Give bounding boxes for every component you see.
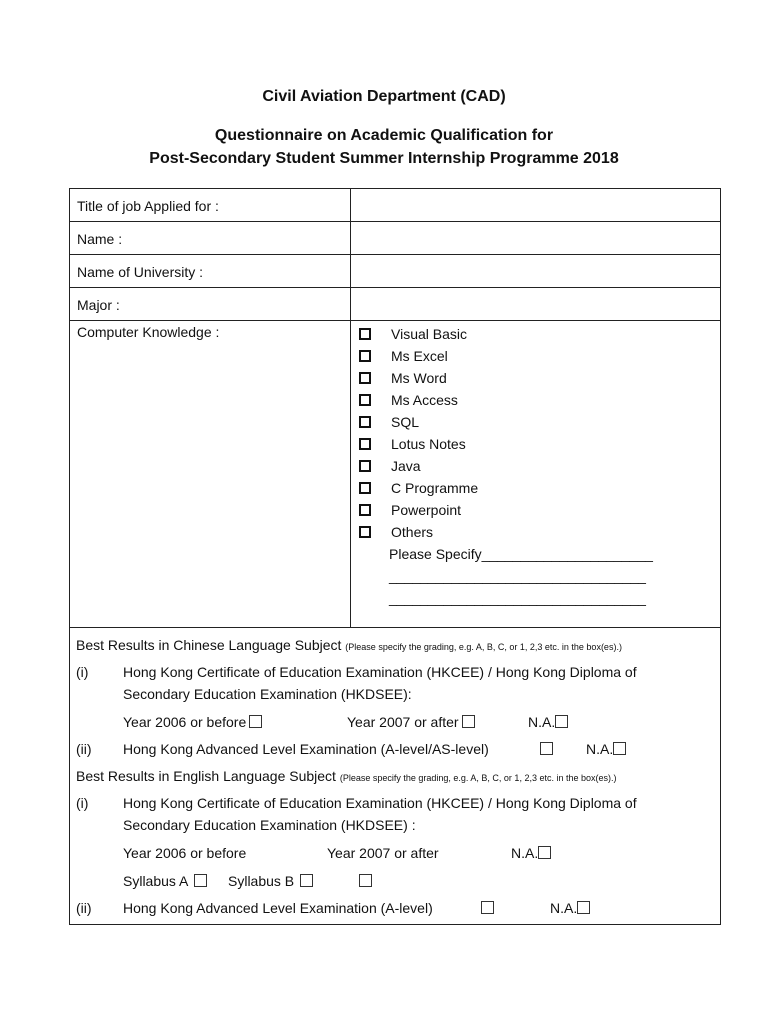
checkbox[interactable] <box>359 526 371 538</box>
please-specify-block[interactable] <box>351 543 720 609</box>
grade-box[interactable] <box>359 874 372 887</box>
grade-box[interactable] <box>540 742 553 755</box>
english-ii-box[interactable] <box>478 900 494 916</box>
chinese-na: N.A. <box>528 714 568 730</box>
chinese-year-after: Year 2007 or after <box>347 714 475 730</box>
job-title-field[interactable] <box>351 189 721 222</box>
computer-knowledge-label: Computer Knowledge : <box>77 324 220 340</box>
form-title-line2: Post-Secondary Student Summer Internship Programme 2018 <box>149 150 619 167</box>
please-specify-label: Please Specify______________________ <box>389 546 653 562</box>
english-heading-line <box>76 768 616 784</box>
grade-box[interactable] <box>194 874 207 887</box>
university-field[interactable] <box>351 255 721 288</box>
grade-box[interactable] <box>300 874 313 887</box>
option-lotus-notes[interactable]: Lotus Notes <box>359 433 720 455</box>
checkbox[interactable] <box>359 350 371 362</box>
checkbox[interactable] <box>359 504 371 516</box>
checkbox[interactable] <box>359 482 371 494</box>
chinese-year-before: Year 2006 or before <box>123 714 262 730</box>
grade-box[interactable] <box>249 715 262 728</box>
checkbox[interactable] <box>359 416 371 428</box>
grade-box[interactable] <box>577 901 590 914</box>
option-ms-access[interactable]: Ms Access <box>359 389 720 411</box>
job-title-label: Title of job Applied for : <box>77 198 219 214</box>
checkbox[interactable] <box>359 394 371 406</box>
english-year-after: Year 2007 or after <box>327 845 439 861</box>
university-label: Name of University : <box>77 264 204 280</box>
language-results-section: Best Results in Chinese Language Subject (Please specify the grading, e.g. A, B, C, or 1, 2,3 etc. in the box(es).) (i) Hong Kong Certificate of Education Examination (HKCEE) / Hong Kong Diploma of Secondary Education Examination (HKDSEE): Year 2006 or before Year 2007 or after N.A. (ii) Hong Kong Advanced Level Examination (A-level/AS-level) N.A. Best Results in English Language Subject (Please specify the grading, e.g. A, B, C, or 1, 2,3 etc. in the box(es).) (i) Hong Kong Certificate of Education Examination (HKCEE) / Hong Kong Diploma of Secondary Education Examination (HKDSEE) : Year 2006 or before Year 2007 or after N.A. Syllabus A Syllabus B (ii) Hong Kong Advanced Level Examination (A-level) N.A. <box>76 637 637 916</box>
english-heading: Best Results in English Language Subject <box>76 768 336 784</box>
option-ms-excel[interactable]: Ms Excel <box>359 345 720 367</box>
department-name: Civil Aviation Department (CAD) <box>262 88 506 105</box>
chinese-note: (Please specify the grading, e.g. A, B, C, or 1, 2,3 etc. in the box(es).) <box>345 642 622 652</box>
english-extra-box[interactable] <box>356 873 372 889</box>
english-note: (Please specify the grading, e.g. A, B, C, or 1, 2,3 etc. in the box(es).) <box>339 773 617 783</box>
chinese-ii-na: N.A. <box>586 741 626 757</box>
checkbox[interactable] <box>359 460 371 472</box>
job-title-row <box>70 189 721 222</box>
grade-box[interactable] <box>462 715 475 728</box>
name-row <box>70 222 721 255</box>
specify-line-2: _________________________________ <box>389 590 646 606</box>
form-title-line1: Questionnaire on Academic Qualification for <box>214 127 554 144</box>
option-c-programme[interactable]: C Programme <box>359 477 720 499</box>
checkbox[interactable] <box>359 372 371 384</box>
language-results-row <box>70 628 721 925</box>
option-java[interactable]: Java <box>359 455 720 477</box>
english-syllabus-a: Syllabus A <box>123 873 207 889</box>
major-label: Major : <box>77 297 120 313</box>
grade-box[interactable] <box>613 742 626 755</box>
option-visual-basic[interactable]: Visual Basic <box>359 323 720 345</box>
option-ms-word[interactable]: Ms Word <box>359 367 720 389</box>
english-na: N.A. <box>511 845 551 861</box>
computer-options-list <box>351 321 720 543</box>
grade-box[interactable] <box>555 715 568 728</box>
name-field[interactable] <box>351 222 721 255</box>
major-row <box>70 288 721 321</box>
major-field[interactable] <box>351 288 721 321</box>
questionnaire-table <box>69 188 721 925</box>
option-sql[interactable]: SQL <box>359 411 720 433</box>
checkbox[interactable] <box>359 328 371 340</box>
option-others[interactable]: Others <box>359 521 720 543</box>
checkbox[interactable] <box>359 438 371 450</box>
english-year-before: Year 2006 or before <box>123 845 247 861</box>
english-syllabus-b: Syllabus B <box>228 873 313 889</box>
chinese-heading-line <box>76 637 622 653</box>
name-label: Name : <box>77 231 123 247</box>
university-row <box>70 255 721 288</box>
chinese-heading: Best Results in Chinese Language Subject <box>76 637 342 653</box>
english-ii-na: N.A. <box>550 900 590 916</box>
computer-knowledge-row <box>70 321 721 628</box>
grade-box[interactable] <box>538 846 551 859</box>
option-powerpoint[interactable]: Powerpoint <box>359 499 720 521</box>
grade-box[interactable] <box>481 901 494 914</box>
specify-line-1: _________________________________ <box>389 568 646 584</box>
chinese-ii-box[interactable] <box>537 741 553 757</box>
